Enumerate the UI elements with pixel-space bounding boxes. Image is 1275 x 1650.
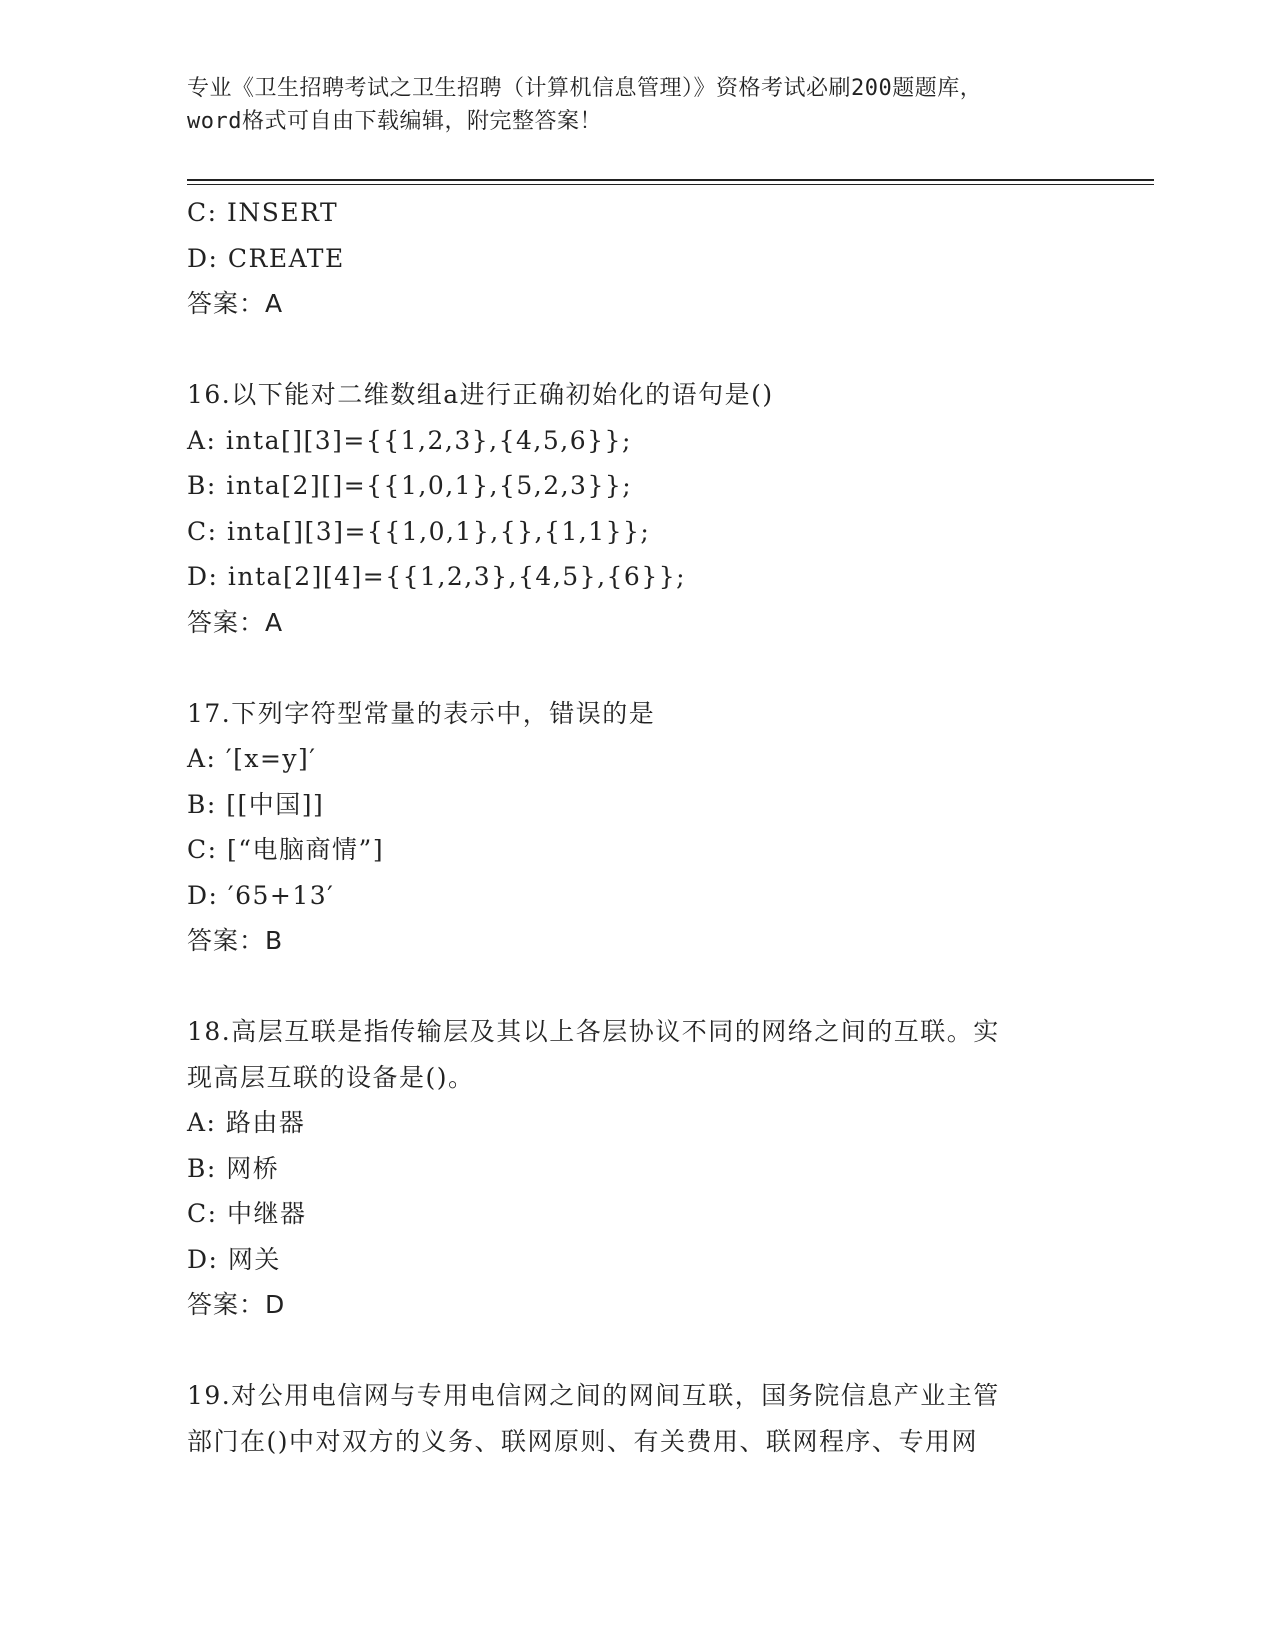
header-line-1: 专业《卫生招聘考试之卫生招聘（计算机信息管理）》资格考试必刷200题题库， [187, 76, 983, 101]
answer-label: 答案：A [187, 289, 284, 318]
question-block-17 [187, 691, 1087, 964]
spacer [187, 964, 1087, 1010]
question-block-18 [187, 1009, 1087, 1328]
option-b: B: [[中国]] [187, 789, 325, 819]
question-list [187, 190, 1087, 1464]
question-text-line-1: 19.对公用电信网与专用电信网之间的网间互联，国务院信息产业主管 [187, 1381, 1000, 1410]
question-text: 17.下列字符型常量的表示中，错误的是 [187, 698, 656, 728]
option-a: A: ′[x=y]′ [187, 744, 317, 773]
option-a: A: 路由器 [187, 1108, 306, 1137]
question-block-16 [187, 372, 1087, 645]
option-d: D: inta[2][4]={{1,2,3},{4,5},{6}}; [187, 562, 687, 591]
option-c: C: 中继器 [187, 1199, 307, 1228]
spacer [187, 1328, 1087, 1374]
option-c: C: inta[][3]={{1,0,1},{},{1,1}}; [187, 516, 651, 546]
header-divider-thin [187, 184, 1154, 185]
question-block-19 [187, 1373, 1087, 1464]
answer-label: 答案：A [187, 607, 284, 637]
question-text-line-1: 18.高层互联是指传输层及其以上各层协议不同的网络之间的互联。实 [187, 1017, 1000, 1046]
question-block-prev [187, 190, 1087, 327]
option-b: B: inta[2][]={{1,0,1},{5,2,3}}; [187, 471, 633, 500]
question-text-line-2: 现高层互联的设备是()。 [187, 1062, 475, 1092]
question-text-line-2: 部门在()中对双方的义务、联网原则、有关费用、联网程序、专用网 [187, 1426, 979, 1456]
option-c: C: INSERT [187, 198, 339, 227]
document-header [187, 72, 1087, 138]
answer-label: 答案：D [187, 1290, 286, 1319]
header-line-2: word格式可自由下载编辑，附完整答案！ [187, 109, 602, 134]
option-d: D: CREATE [187, 243, 345, 273]
spacer [187, 645, 1087, 691]
answer-label: 答案：B [187, 926, 284, 955]
question-text: 16.以下能对二维数组a进行正确初始化的语句是() [187, 380, 774, 409]
option-c: C: [“电脑商情”] [187, 835, 385, 864]
option-d: D: 网关 [187, 1244, 281, 1274]
spacer [187, 327, 1087, 373]
option-a: A: inta[][3]={{1,2,3},{4,5,6}}; [187, 425, 632, 455]
option-d: D: ′65+13′ [187, 880, 335, 910]
option-b: B: 网桥 [187, 1153, 280, 1183]
header-divider-thick [187, 179, 1154, 181]
